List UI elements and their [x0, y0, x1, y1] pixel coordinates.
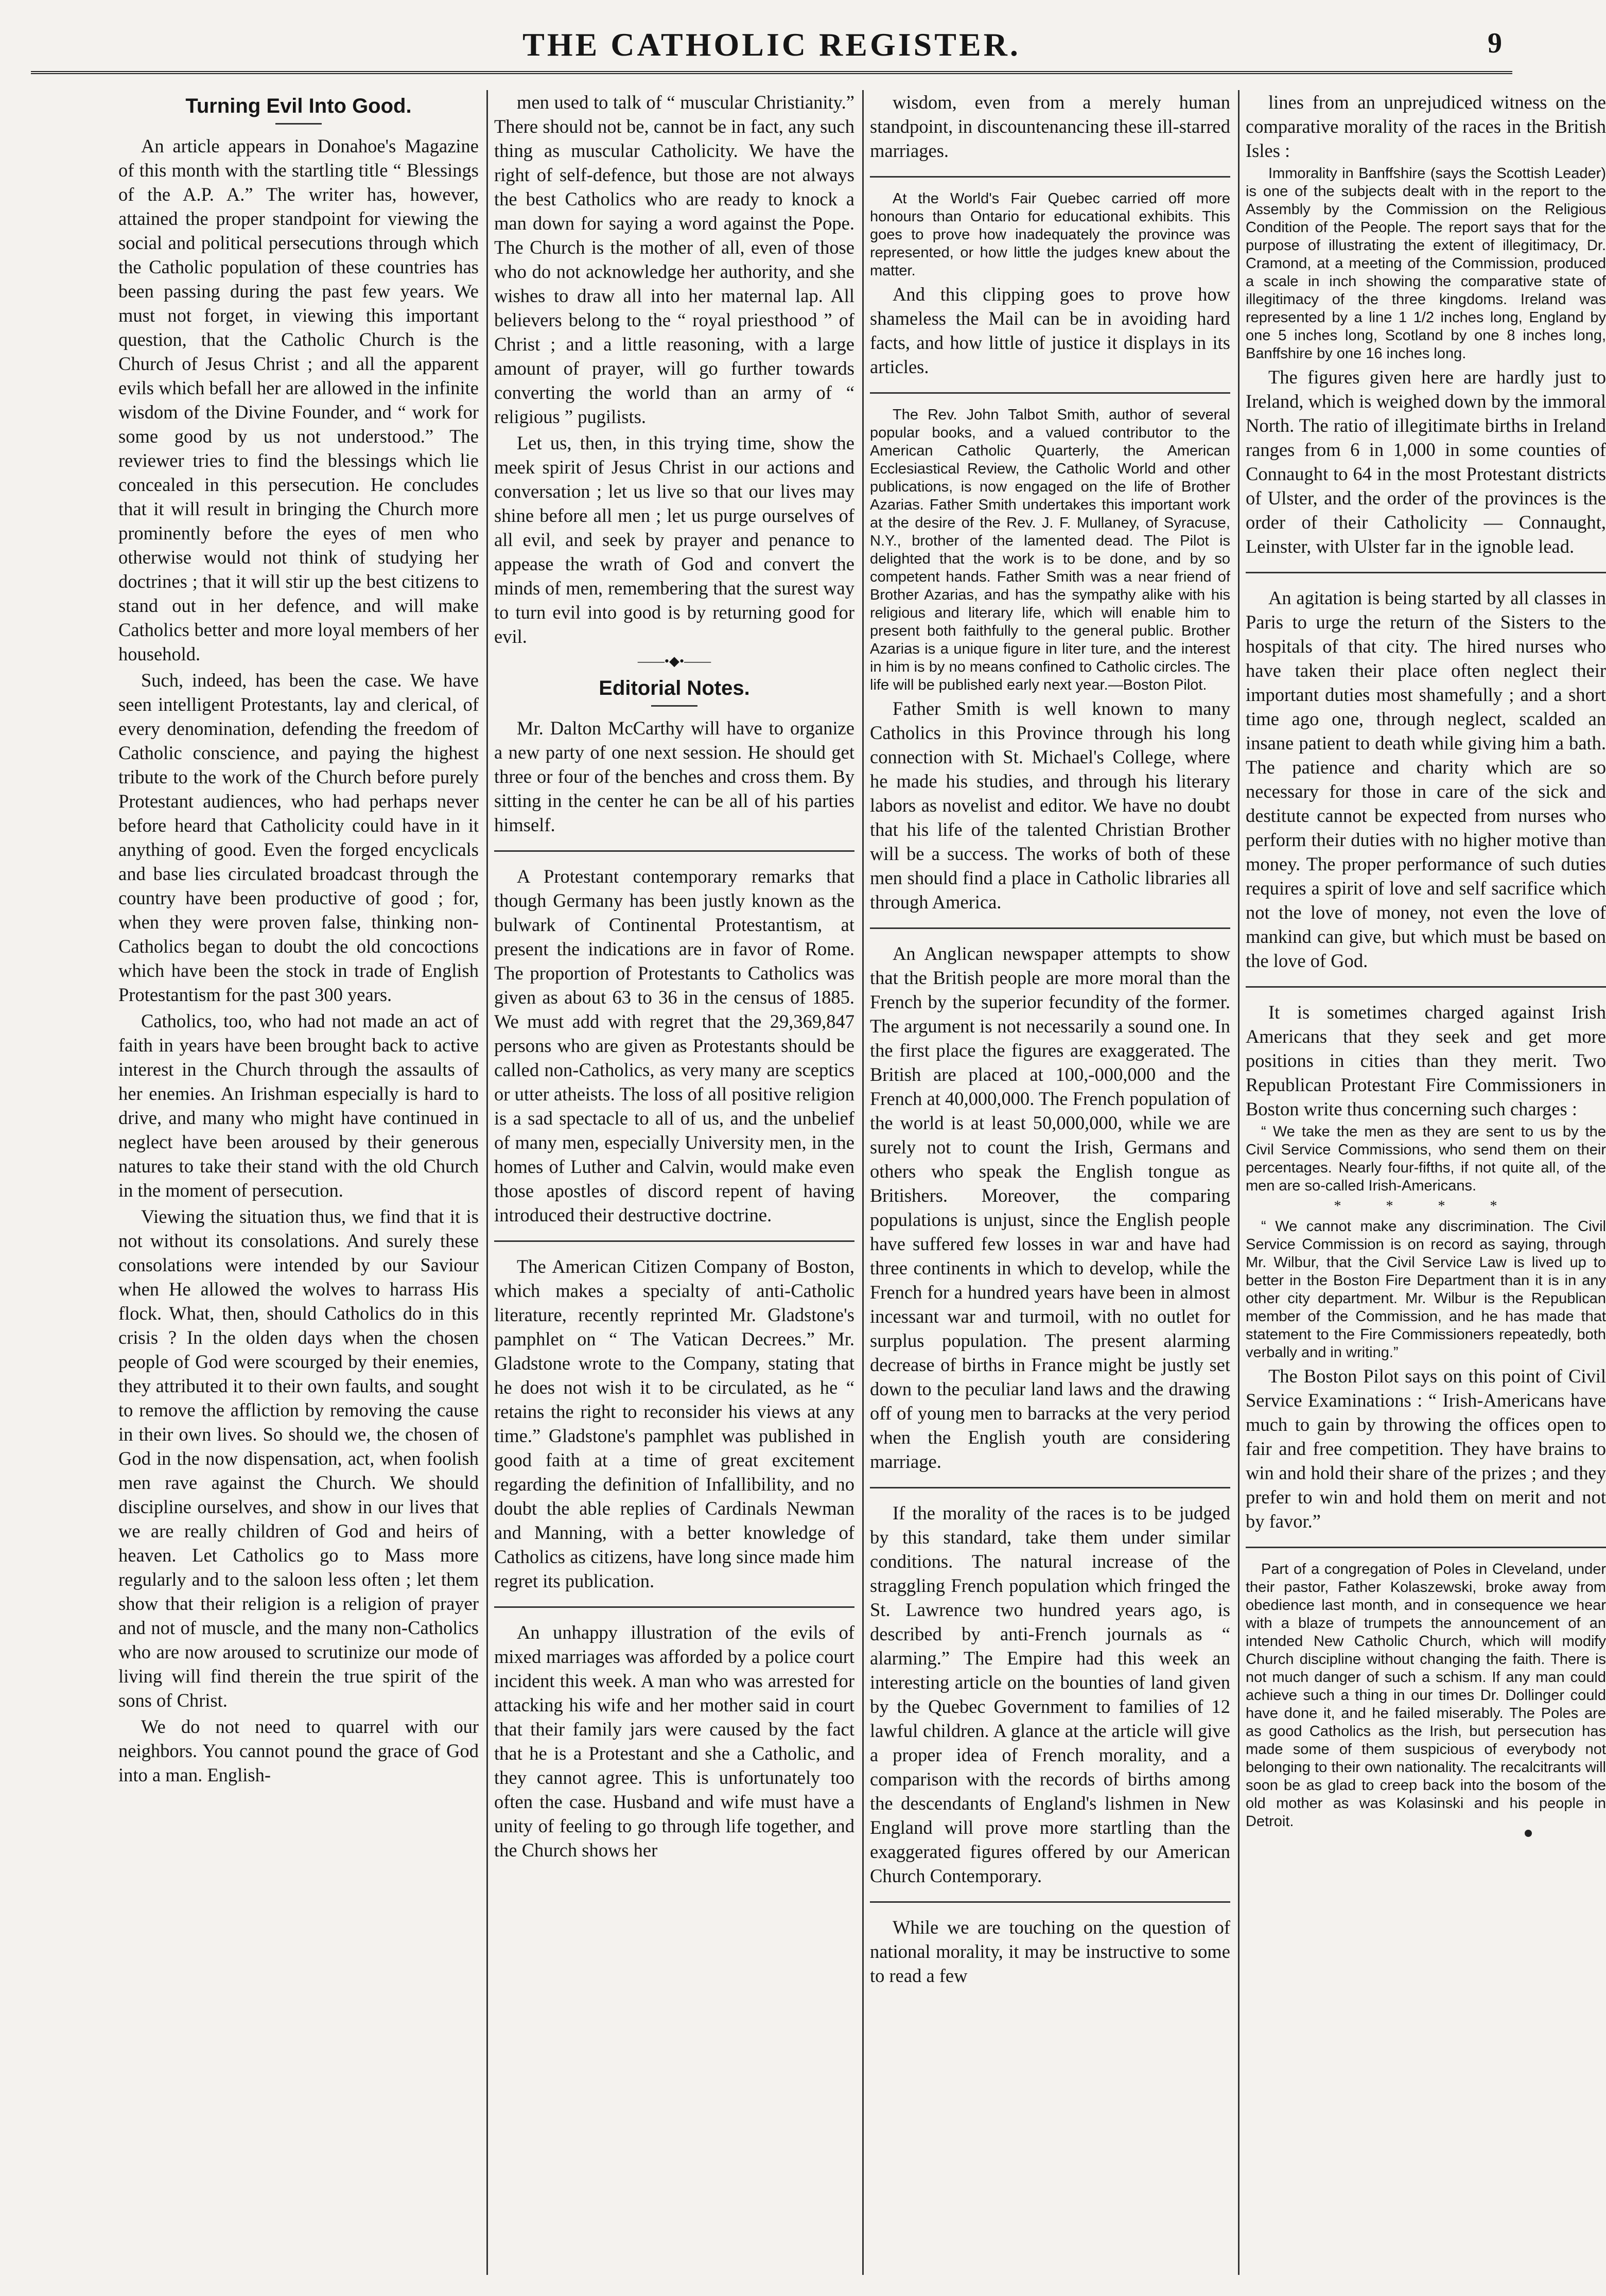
article-paragraph: Catholics, too, who had not made an act of faith in years have been brought back to active interest in the Church through the assaults of her enemies. An Irishman especially is hard to drive, and many who might have continued in neglect have been aroused by their generous natures to take their stand with the old Church in the moment of persecution. [118, 1010, 479, 1201]
article-paragraph: Viewing the situation thus, we find that it is not without its consolations. And surely these consolations were intended by our Saviour when He allowed the wolves to harrass His flock. What, then, should Catholics do in this crisis ? In the olden days when the chosen people of God were scourged by their enemies, they attributed it to their own faults, and sought to remove the affliction by removing the cause in their own lives. So should we, the chosen of God in the now dispensation, act, when foolish men rave against the Church. We should discipline ourselves, and show in our lives that we are really children of God and heirs of heaven. Let Catholics go to Mass more regularly and to the saloon less often ; let them show that their religion is a religion of prayer and not of muscle, and the many non-Catholics who are now aroused to scrutinize our mode of living will find therein the true spirit of the sons of Christ. [118, 1206, 479, 1711]
newspaper-title: THE CATHOLIC REGISTER. [522, 26, 1021, 63]
article-paragraph: Such, indeed, has been the case. We have seen intelligent Protestants, lay and clerical, of every denomination, defending the freedom of Catholic conscience, and paying the highest tribute to the work of the Church before purely Protestant audiences, who had perhaps never before heard that Catholicity could have in it anything of good. Even the forged encyclicals and base lies circulated broadcast through the country have been productive of good ; for, when they were proven false, thinking non-Catholics began to doubt the old concoctions which have been the stock in trade of English Protestantism for the past 300 years. [118, 670, 479, 1005]
note-separator [870, 1901, 1230, 1903]
article-paragraph: Let us, then, in this trying time, show the meek spirit of Jesus Christ in our actions and conversation ; let us live so that our lives may shine before all men ; let us purge ourselves of all evil, and seek by prayer and penance to appease the wrath of God and convert the minds of men, remembering that the surest way to turn evil into good is by returning good for evil. [494, 432, 854, 647]
note-paragraph: The American Citizen Company of Boston, which makes a specialty of anti-Catholic literature, recently reprinted Mr. Gladstone's pamphlet on “ The Vatican Decrees.” Mr. Gladstone wrote to the Company, stating that he does not wish it to be circulated, as he “ retains the right to reconsider his views at any time.” Gladstone's pamphlet was published in good faith at a time of great excitement regarding the definition of Infallibility, and no doubt the able replies of Cardinals Newman and Manning, with a better knowledge of Catholics as citizens, have long since made him regret its publication. [494, 1256, 854, 1591]
note-paragraph: And this clipping goes to prove how shameless the Mail can be in avoiding hard facts, and how little of justice it displays in its articles. [870, 284, 1230, 377]
note-paragraph: It is sometimes charged against Irish Americans that they seek and get more positions in cities than they merit. Two Republican Protestant Fire Commissioners in Boston write thus concerning such charges : [1246, 1002, 1606, 1119]
section-heading: Editorial Notes. [599, 677, 750, 699]
article-paragraph: We do not need to quarrel with our neighbors. You cannot pound the grace of God into a man. English- [118, 1716, 479, 1785]
quoted-clipping: Immorality in Banffshire (says the Scottish Leader) is one of the subjects dealt with in the report to the Assembly by the Commission on the Religious Condition of the People. The report says that for the purpose of illustrating the extent of illegitimacy, Dr. Cramond, at a meeting of the Commission, produced a scale in inch showing the comparative state of illegitimacy of the three kingdoms. Ireland was represented by a line 1 1/2 inches long, England by one 5 inches long, Scotland by one 8 inches long, Banffshire by one 16 inches long. [1246, 165, 1606, 362]
column-divider [862, 90, 864, 2275]
note-paragraph: If the morality of the races is to be judged by this standard, take them under similar conditions. The natural increase of the straggling French population which fringed the St. Lawrence two hundred years ago, is described by anti-French journals as “ alarming.” The Empire had this week an interesting article on the bounties of land given by the Quebec Government to families of 12 lawful children. A glance at the article will give a proper idea of French morality, and a comparison with the records of births among the descendants of England's lishmen in New England will prove more startling than the exaggerated figures offered by our American Church Contemporary. [870, 1502, 1230, 1886]
note-separator [1246, 986, 1606, 988]
note-paragraph: wisdom, even from a merely human standpoint, in discountenancing these ill-starred marriages. [870, 92, 1230, 161]
column-1 [118, 90, 479, 2275]
heading-rule [651, 705, 697, 707]
note-paragraph: The figures given here are hardly just to Ireland, which is weighed down by the immoral North. The ratio of illegitimate births in Ireland ranges from 6 in 1,000 in some counties of Connaught to 64 in the most Protestant districts of Ulster, and the order of the provinces is the order of their Catholicity — Connaught, Leinster, with Ulster far in the ignoble lead. [1246, 366, 1606, 557]
note-paragraph: The Boston Pilot says on this point of Civil Service Examinations : “ Irish-Americans have much to gain by throwing the offices open to fair and free competition. They have brains to win and hold their share of the prizes ; and they prefer to win and hold them on merit and not by favor.” [1246, 1365, 1606, 1532]
column-2 [494, 90, 854, 2275]
note-paragraph: lines from an unprejudiced witness on the comparative morality of the races in the British Isles : [1246, 92, 1606, 161]
article-paragraph: An article appears in Donahoe's Magazine of this month with the startling title “ Blessings of the A.P. A.” The writer has, however, attained the proper standpoint for viewing the social and political persecutions through which the Catholic population of these countries has been passing during the past few years. We must not forget, in viewing this important question, that the Catholic Church is the Church of Jesus Christ ; and all the apparent evils which befall her are allowed in the infinite wisdom of the Divine Founder, and “ work for some good by us not understood.” The reviewer tries to find the blessings which lie concealed in this persecution. He concludes that it will result in bringing the Church more prominently before the eyes of men who otherwise would not think of studying her doctrines ; that it will stir up the best citizens to stand out in her defence, and will make Catholics better and more loyal members of her household. [118, 135, 479, 664]
column-4 [1246, 90, 1606, 2275]
note-paragraph: Mr. Dalton McCarthy will have to organize a new party of one next session. He should get three or four of the benches and cross them. By sitting in the center he can be all of his parties himself. [494, 717, 854, 835]
note-paragraph: Father Smith is well known to many Catholics in this Province through his long connection with St. Michael's College, where he made his studies, and through his literary labors as novelist and editor. We have no doubt that his life of the talented Christian Brother will be a success. The works of both of these men should find a place in Catholic libraries all through America. [870, 698, 1230, 913]
masthead-rule [31, 71, 1512, 74]
article-heading: Turning Evil Into Good. [185, 95, 412, 117]
masthead [31, 21, 1512, 82]
note-paragraph: A Protestant contemporary remarks that though Germany has been justly known as the bulwark of Continental Protestantism, at present the indications are in favor of Rome. The proportion of Protestants to Catholics was given as about 63 to 36 in the census of 1885. We must add with regret that the 29,369,847 persons who are given as Protestants should be called non-Catholics, as very many are sceptics or utter atheists. The loss of all positive religion is a sad spectacle to all of us, and the unbelief of many men, especially University men, in the homes of Luther and Calvin, would make even those apostles of discord repent of having introduced their destructive doctrine. [494, 866, 854, 1225]
note-separator [494, 850, 854, 852]
ornament-divider: ——•◆•—— [637, 654, 711, 669]
note-separator [494, 1240, 854, 1242]
quoted-statement: “ We cannot make any discrimination. The Civil Service Commission is on record as saying, through Mr. Wilbur, that the Civil Service Law is lived up to better in the Boston Fire Department than it is in any other city department. Mr. Wilbur is the Republican member of the Commission, and he has made that statement to the Fire Commissioners repeatedly, both verbally and in writing.” [1246, 1218, 1606, 1361]
quoted-statement: “ We take the men as they are sent to us by the Civil Service Commissions, who send them on their percentages. Nearly four-fifths, if not quite all, of the men are so-called Irish-Americans. [1246, 1124, 1606, 1194]
note-paragraph: Part of a congregation of Poles in Cleveland, under their pastor, Father Kolaszewski, broke away from obedience last month, and in consequence we hear with a blaze of trumpets the announcement of an intended New Catholic Church, which will modify Church discipline without changing the faith. There is not much danger of such a schism. If any man could achieve such a thing in our times Dr. Dollinger could have done it, and he failed miserably. The Poles are as good Catholics as the Irish, but persecution has made some of them suspicious of everybody not belonging to their own nationality. The recalcitrants will soon be as glad to creep back into the bosom of the old mother as was Kolasinski and his people in Detroit. [1246, 1561, 1606, 1830]
quoted-clipping: The Rev. John Talbot Smith, author of several popular books, and a valued contributor to the American Catholic Quarterly, the American Ecclesiastical Review, the Catholic World and other publications, is now engaged on the life of Brother Azarias. Father Smith undertakes this important work at the desire of the Rev. J. F. Mullaney, of Syracuse, N.Y., brother of the lamented dead. The Pilot is delighted that the work is to be done, and by so competent hands. Father Smith was a near friend of Brother Azarias, and has the sympathy alike with his religious and literary life, which will enable him to present both faithfully to the general public. Brother Azarias is a unique figure in liter ture, and the interest in him is by no means confined to Catholic circles. The life will be published early next year.—Boston Pilot. [870, 407, 1230, 693]
note-separator [1246, 1547, 1606, 1548]
page-number: 9 [1488, 27, 1502, 59]
quoted-clipping: At the World's Fair Quebec carried off more honours than Ontario for educational exhibits. This goes to prove how inadequately the province was represented, or how little the judges knew about the matter. [870, 190, 1230, 279]
ellipsis-stars: * * * * [1334, 1198, 1518, 1214]
heading-rule [275, 123, 322, 125]
note-separator [870, 1487, 1230, 1488]
note-paragraph: An Anglican newspaper attempts to show that the British people are more moral than the French by the superior fecundity of the former. The argument is not necessarily a sound one. In the first place the figures are exaggerated. The British are placed at 100,-000,000 and the French at 40,000,000. The French population of the world is at least 50,000,000, while we are surely not to count the Irish, Germans and others who speak the English tongue as Britishers. Moreover, the comparing populations is unjust, since the English people have suffered few losses in war and have had three continents in which to develop, while the French for a hundred years have been in almost incessant war and turmoil, with no outlet for surplus population. The present alarming decrease of births in France might be justly set down to the peculiar land laws and the drawing off of young men to barracks at the very period when the English youth are considering marriage. [870, 943, 1230, 1472]
note-separator [870, 176, 1230, 178]
column-divider [486, 90, 488, 2275]
column-3 [870, 90, 1230, 2275]
margin-dot [1525, 1830, 1532, 1837]
article-paragraph: men used to talk of “ muscular Christianity.” There should not be, cannot be in fact, any such thing as muscular Catholicity. We have the right of self-defence, but those are not always the best Catholics who are ready to knock a man down for saying a word against the Pope. The Church is the mother of all, even of those who do not acknowledge her authority, and she wishes to draw all into her maternal lap. All believers belong to the “ royal priesthood ” of Christ ; and a little reasoning, with a large amount of prayer, will go further towards converting the world than an army of “ religious ” pugilists. [494, 92, 854, 427]
note-separator [494, 1606, 854, 1608]
column-divider [1238, 90, 1240, 2275]
note-paragraph: An unhappy illustration of the evils of mixed marriages was afforded by a police court incident this week. A man who was arrested for attacking his wife and her mother said in court that their family jars were caused by the fact that he is a Protestant and she a Catholic, and they cannot agree. This is unfortunately too often the case. Husband and wife must have a unity of feeling to go through life together, and the Church shows her [494, 1622, 854, 1861]
note-separator [870, 392, 1230, 394]
note-paragraph: While we are touching on the question of national morality, it may be instructive to some to read a few [870, 1917, 1230, 1986]
note-paragraph: An agitation is being started by all classes in Paris to urge the return of the Sisters to the hospitals of that city. The hired nurses who have taken their place often neglect their important duties most shamefully ; and a short time ago one, through neglect, scalded an insane patient to death while giving him a bath. The patience and charity which are so necessary for those in care of the sick and destitute cannot be expected from nurses who perform their duties with no higher motive than money. The proper performance of such duties requires a spirit of love and self sacrifice which not the love of money, not even the love of mankind can give, but which must be based on the love of God. [1246, 587, 1606, 971]
note-separator [1246, 572, 1606, 573]
note-separator [870, 927, 1230, 929]
